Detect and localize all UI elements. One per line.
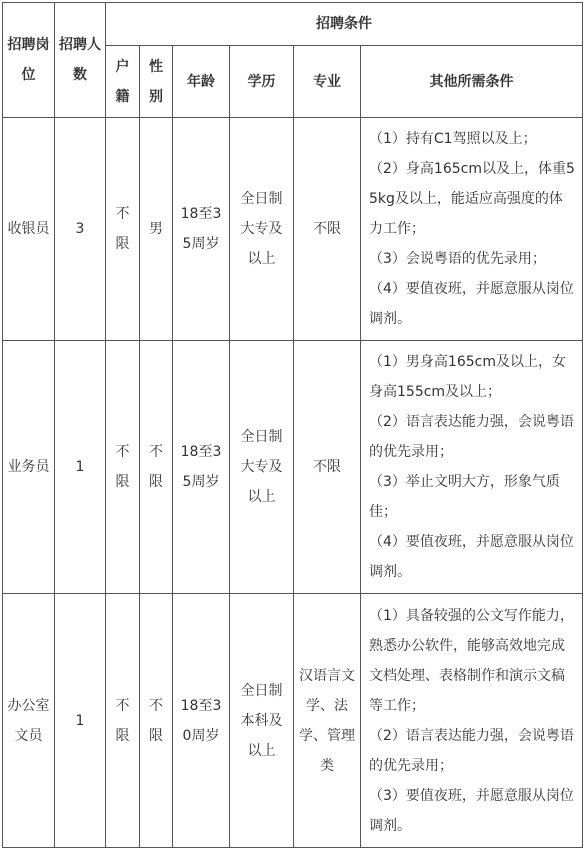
cell-age: 18至30周岁 bbox=[173, 594, 230, 848]
cell-major: 汉语言文学、法学、管理类 bbox=[294, 594, 361, 848]
cell-household: 不限 bbox=[106, 594, 140, 848]
header-household: 户籍 bbox=[106, 46, 140, 118]
cell-household: 不限 bbox=[106, 341, 140, 594]
table-row bbox=[3, 341, 583, 594]
table-row bbox=[3, 118, 583, 341]
header-count: 招聘人数 bbox=[55, 3, 106, 118]
header-age: 年龄 bbox=[173, 46, 230, 118]
header-major: 专业 bbox=[294, 46, 361, 118]
condition-item: （4）要值夜班，并愿意服从岗位调剂。 bbox=[369, 281, 574, 327]
header-other: 其他所需条件 bbox=[361, 46, 583, 118]
condition-item: （2）语言表达能力强，会说粤语的优先录用； bbox=[369, 414, 574, 460]
cell-age: 18至35周岁 bbox=[173, 118, 230, 341]
condition-item: （3）要值夜班，并愿意服从岗位调剂。 bbox=[369, 787, 574, 834]
condition-item: （4）要值夜班，并愿意服从岗位调剂。 bbox=[369, 534, 574, 580]
cell-count: 3 bbox=[55, 118, 106, 341]
cell-education: 全日制大专及以上 bbox=[230, 341, 294, 594]
cell-position: 办公室文员 bbox=[3, 594, 55, 848]
cell-gender: 男 bbox=[140, 118, 173, 341]
cell-education: 全日制本科及以上 bbox=[230, 594, 294, 848]
header-conditions: 招聘条件 bbox=[106, 3, 583, 46]
cell-gender: 不限 bbox=[140, 594, 173, 848]
cell-count: 1 bbox=[55, 594, 106, 848]
cell-count: 1 bbox=[55, 341, 106, 594]
cell-other-conditions bbox=[361, 594, 583, 848]
header-gender: 性别 bbox=[140, 46, 173, 118]
cell-other-conditions bbox=[361, 341, 583, 594]
condition-item: （1）具备较强的公文写作能力，熟悉办公软件，能够高效地完成文档处理、表格制作和演示文稿等工作； bbox=[369, 607, 574, 714]
condition-item: （2）语言表达能力强，会说粤语的优先录用； bbox=[369, 727, 574, 774]
condition-item: （1）男身高165cm及以上，女身高155cm及以上； bbox=[369, 354, 566, 400]
cell-major: 不限 bbox=[294, 118, 361, 341]
cell-age: 18至35周岁 bbox=[173, 341, 230, 594]
condition-item: （2）身高165cm以及上，体重55kg及以上，能适应高强度的体力工作； bbox=[369, 161, 575, 237]
condition-item: （3）举止文明大方，形象气质佳； bbox=[369, 474, 560, 520]
condition-item: （3）会说粤语的优先录用； bbox=[369, 251, 546, 267]
cell-other-conditions bbox=[361, 118, 583, 341]
cell-education: 全日制大专及以上 bbox=[230, 118, 294, 341]
condition-item: （1）持有C1驾照以及上； bbox=[369, 131, 537, 147]
cell-major: 不限 bbox=[294, 341, 361, 594]
cell-position: 收银员 bbox=[3, 118, 55, 341]
cell-gender: 不限 bbox=[140, 341, 173, 594]
header-position: 招聘岗位 bbox=[3, 3, 55, 118]
table-row bbox=[3, 594, 583, 848]
recruitment-table bbox=[2, 2, 583, 848]
cell-household: 不限 bbox=[106, 118, 140, 341]
header-education: 学历 bbox=[230, 46, 294, 118]
cell-position: 业务员 bbox=[3, 341, 55, 594]
